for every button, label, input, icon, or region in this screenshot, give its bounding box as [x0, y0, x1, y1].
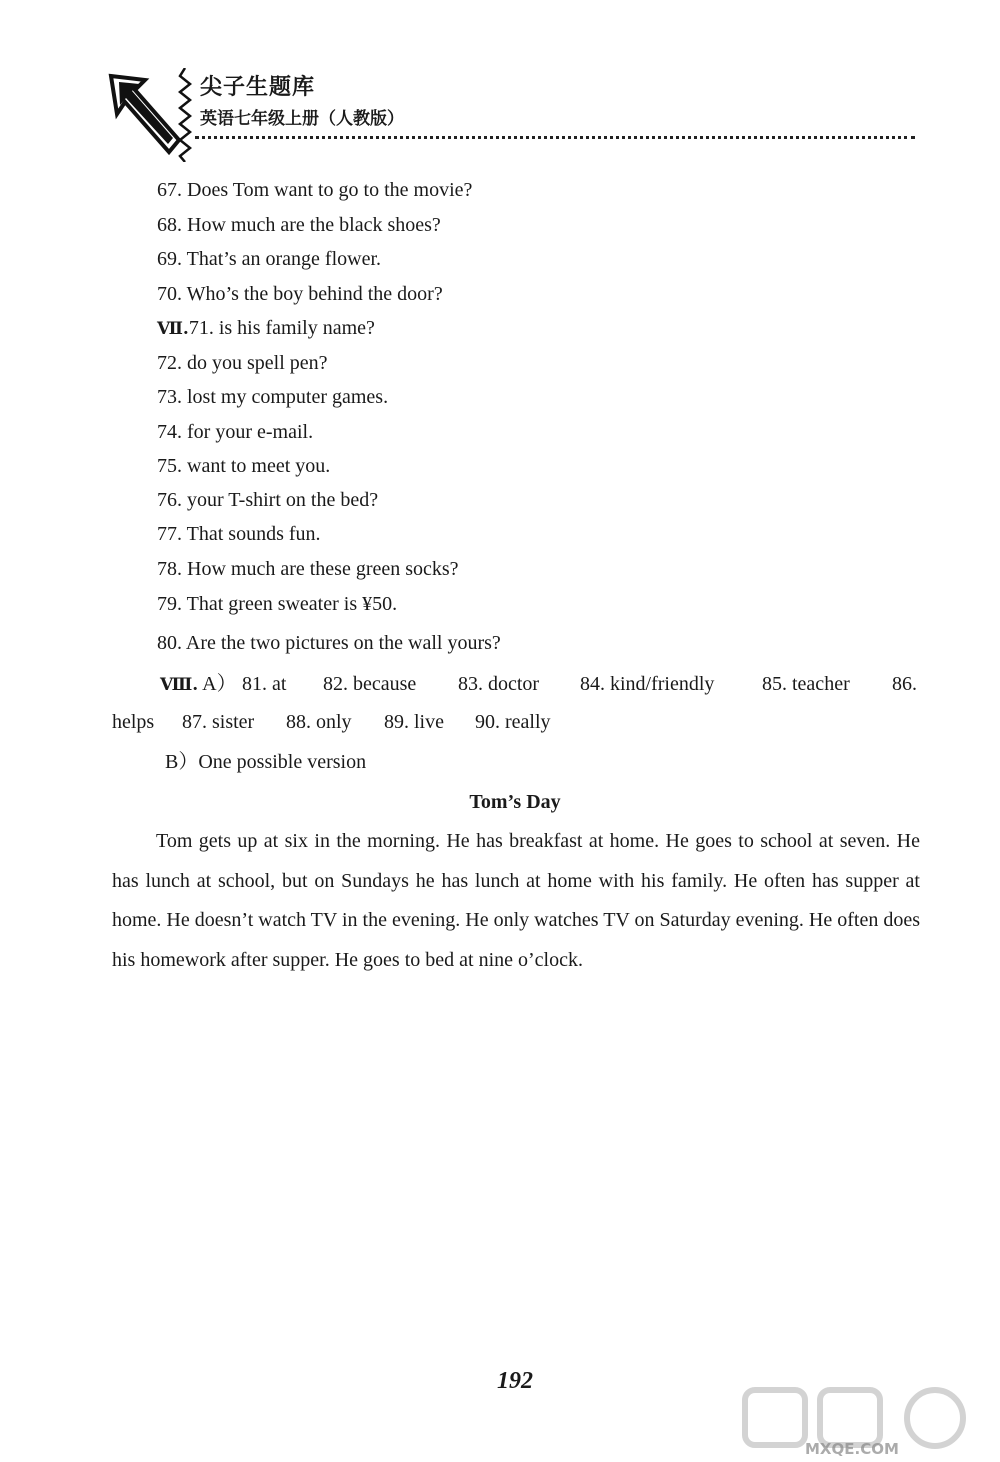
answer-line: 74. for your e-mail.: [157, 421, 314, 443]
answer-item: 88. only: [286, 711, 352, 733]
answer-text: 71. is his family name?: [188, 317, 375, 339]
answer-line: 70. Who’s the boy behind the door?: [157, 283, 443, 305]
answer-line: 78. How much are these green socks?: [157, 558, 459, 580]
page-number: 192: [497, 1368, 533, 1394]
part-b-label: B）One possible version: [165, 751, 367, 773]
answer-line: 77. That sounds fun.: [157, 523, 321, 545]
brand-title: 尖子生题库: [200, 75, 316, 100]
watermark-text: MXQE.COM: [805, 1440, 899, 1458]
answer-item: 87. sister: [182, 711, 255, 733]
page-header: [0, 0, 1000, 170]
section-8-numeral: Ⅷ.: [160, 675, 199, 695]
answer-item: helps: [112, 711, 155, 733]
answer-line: 73. lost my computer games.: [157, 386, 389, 408]
essay-body: Tom gets up at six in the morning. He has breakfast at home. He goes to school at seven. He has lunch at school, but on Sundays he has lunch at home with his family. He often has supper at home. He doesn’t watch TV in the evening. He only watches TV on Saturday evening. He often does his homework after supper. He goes to bed at nine o’clock.: [112, 830, 920, 971]
answer-item: 83. doctor: [458, 673, 540, 695]
answer-line: 69. That’s an orange flower.: [157, 248, 382, 270]
section-7-numeral: Ⅶ.: [157, 319, 189, 339]
answer-line: 75. want to meet you.: [157, 455, 331, 477]
answer-line: 80. Are the two pictures on the wall yours?: [157, 632, 501, 654]
answer-item: 89. live: [384, 711, 444, 733]
answer-line: [157, 316, 375, 341]
arrow-logo-icon: [105, 70, 185, 160]
book-subtitle: 英语七年级上册（人教版）: [200, 109, 404, 129]
answer-item: 81. at: [242, 673, 287, 695]
answer-item: 86.: [892, 673, 917, 695]
answer-item: 85. teacher: [762, 673, 850, 695]
zigzag-divider-icon: [178, 68, 192, 162]
answer-line: 76. your T-shirt on the bed?: [157, 489, 379, 511]
answer-line: 72. do you spell pen?: [157, 352, 328, 374]
answer-line: 79. That green sweater is ¥50.: [157, 593, 398, 615]
answer-item: 90. really: [475, 711, 551, 733]
answer-item: 82. because: [323, 673, 417, 695]
answer-line: 67. Does Tom want to go to the movie?: [157, 179, 473, 201]
essay-title: Tom’s Day: [469, 791, 561, 813]
part-a-label: A）: [202, 673, 237, 695]
answer-item: 84. kind/friendly: [580, 673, 715, 695]
section-8-heading: [160, 672, 237, 697]
answer-line: 68. How much are the black shoes?: [157, 214, 441, 236]
header-dotted-rule: [195, 130, 915, 139]
